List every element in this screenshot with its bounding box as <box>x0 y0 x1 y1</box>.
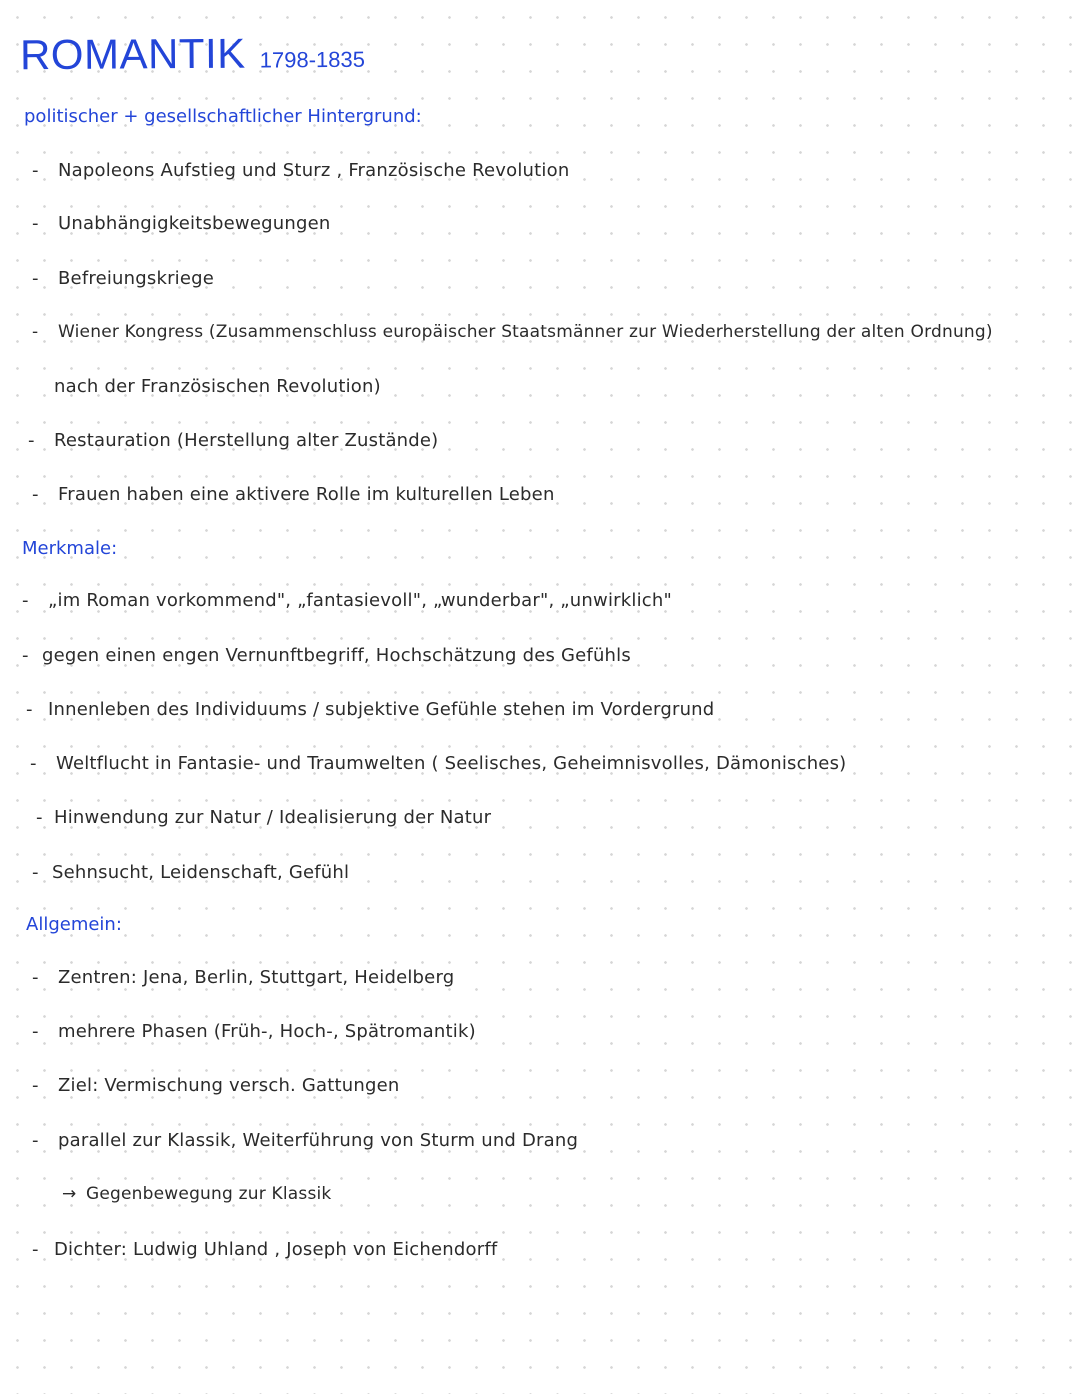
list-item: - mehrere Phasen (Früh-, Hoch-, Spätromantik) <box>32 1021 476 1042</box>
bullet-dash: - <box>32 484 39 505</box>
list-item: - gegen einen engen Vernunftbegriff, Hochschätzung des Gefühls <box>22 645 631 666</box>
bullet-dash: - <box>36 807 43 828</box>
section-heading-allgemein: Allgemein: <box>26 914 122 935</box>
bullet-dash: - <box>32 1075 39 1096</box>
list-item: - parallel zur Klassik, Weiterführung von Sturm und Drang <box>32 1130 579 1151</box>
list-item: - Sehnsucht, Leidenschaft, Gefühl <box>32 862 350 883</box>
list-item: - Wiener Kongress (Zusammenschluss europäischer Staatsmänner zur Wiederherstellung der alten Ordnung) <box>32 322 993 342</box>
list-item: - Dichter: Ludwig Uhland , Joseph von Eichendorff <box>32 1239 498 1260</box>
bullet-dash: - <box>32 160 39 181</box>
section-heading-merkmale: Merkmale: <box>22 538 118 559</box>
bullet-dash: - <box>32 1130 39 1151</box>
bullet-dash: - <box>32 1239 39 1260</box>
bullet-dash: - <box>26 699 33 720</box>
bullet-dash: - <box>32 967 39 988</box>
list-item: - Zentren: Jena, Berlin, Stuttgart, Heidelberg <box>32 967 455 988</box>
list-item: - Napoleons Aufstieg und Sturz , Französische Revolution <box>32 160 570 181</box>
list-item: - Ziel: Vermischung versch. Gattungen <box>32 1075 400 1096</box>
bullet-dash: - <box>22 645 29 666</box>
bullet-dash: - <box>28 430 35 451</box>
list-item: - Weltflucht in Fantasie- und Traumwelten ( Seelisches, Geheimnisvolles, Dämonisches) <box>30 753 847 774</box>
list-subitem: → Gegenbewegung zur Klassik <box>62 1184 332 1204</box>
title-row <box>20 29 365 79</box>
bullet-dash: - <box>32 1021 39 1042</box>
list-item: - „im Roman vorkommend", „fantasievoll", „wunderbar", „unwirklich" <box>22 590 672 611</box>
bullet-dash: - <box>32 862 39 883</box>
list-item: - Befreiungskriege <box>32 268 215 289</box>
list-item: - Hinwendung zur Natur / Idealisierung der Natur <box>36 807 492 828</box>
list-item: - Restauration (Herstellung alter Zustände) <box>28 430 439 451</box>
bullet-dash: - <box>22 590 29 611</box>
list-item: - Frauen haben eine aktivere Rolle im kulturellen Leben <box>32 484 555 505</box>
title-years: 1798-1835 <box>259 46 366 73</box>
list-item-continuation: nach der Französischen Revolution) <box>54 376 381 397</box>
list-item: - Unabhängigkeitsbewegungen <box>32 213 331 234</box>
list-item: - Innenleben des Individuums / subjektive Gefühle stehen im Vordergrund <box>26 699 715 720</box>
bullet-dash: - <box>32 268 39 289</box>
section-heading-hintergrund: politischer + gesellschaftlicher Hintergrund: <box>24 106 422 127</box>
bullet-dash: - <box>30 753 37 774</box>
page-title: ROMANTIK <box>19 29 246 79</box>
bullet-dash: - <box>32 322 39 342</box>
bullet-dash: - <box>32 213 39 234</box>
arrow-right-icon: → <box>62 1184 77 1204</box>
